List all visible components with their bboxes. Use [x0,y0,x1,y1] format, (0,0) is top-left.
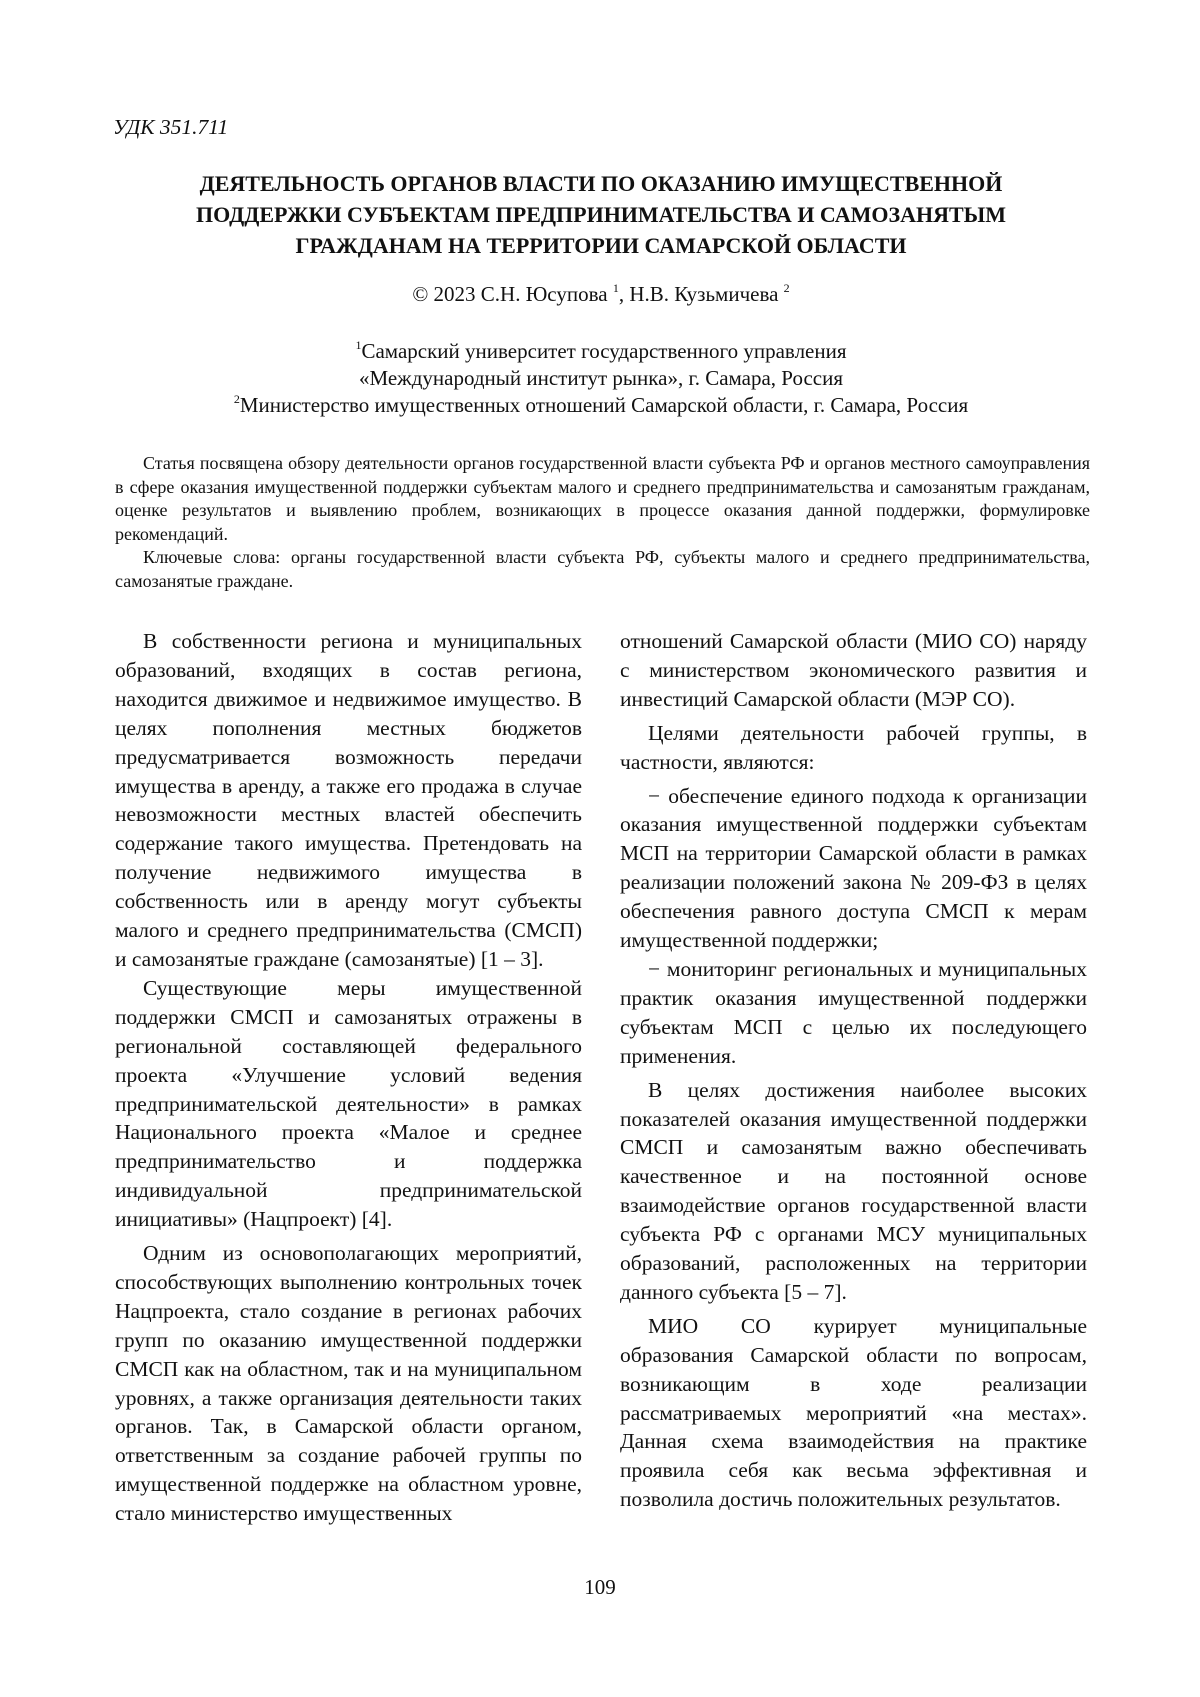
list-item: − обеспечение единого подхода к организации оказания имущественной поддержки субъектам МСП на территории Самарской области в рамках реализации положений закона № 209-ФЗ в целях обеспечения равного доступа СМСП к мерам имущественной поддержки; [620,783,1087,953]
title-line: ДЕЯТЕЛЬНОСТЬ ОРГАНОВ ВЛАСТИ ПО ОКАЗАНИЮ ИМУЩЕСТВЕННОЙ [199,171,1003,196]
body-column-left [115,627,582,1533]
keywords: Ключевые слова: органы государственной власти субъекта РФ, субъекты малого и среднего предпринимательства, самозанятые граждане. [115,547,1090,591]
paragraph: Одним из основополагающих мероприятий, способствующих выполнению контрольных точек Нацпроекта, стало создание в регионах рабочих групп по оказанию имущественной поддержки СМСП как на областном, так и на муниципальном уровнях, а также организация деятельности таких органов. Так, в Самарской области органом, ответственным за создание рабочей группы по имущественной поддержке на областном уровне, стало министерство имущественных [115,1241,582,1526]
page-number: 109 [584,1575,616,1599]
paragraph: отношений Самарской области (МИО СО) наряду с министерством экономического развития и инвестиций Самарской области (МЭР СО). [620,629,1087,711]
authors-line [110,282,1092,307]
affiliations [110,338,1092,419]
paragraph: МИО СО курирует муниципальные образования Самарской области по вопросам, возникающим в ходе реализации рассматриваемых мероприятий «на местах». Данная схема взаимодействия на практике проявила себя как весьма эффективная и позволила достичь положительных результатов. [620,1313,1087,1512]
author-1-affil-mark: 1 [612,281,619,295]
affiliation-1-line-2: «Международный институт рынка», г. Самара, Россия [358,366,844,390]
paragraph: В целях достижения наиболее высоких показателей оказания имущественной поддержки СМСП и самозанятым важно обеспечивать качественное и на постоянной основе взаимодействие органов государственной власти субъекта РФ с органами МСУ муниципальных образований, расположенных на территории данного субъекта [5 – 7]. [620,1077,1087,1304]
paragraph: Существующие меры имущественной поддержки СМСП и самозанятых отражены в региональной составляющей федерального проекта «Улучшение условий ведения предпринимательской деятельности» в рамках Национального проекта «Малое и среднее предпринимательство и поддержка индивидуальной предпринимательской инициативы» (Нацпроект) [4]. [115,975,582,1232]
udk-code: УДК 351.711 [113,115,229,139]
abstract [115,452,1090,593]
paragraph: Целями деятельности рабочей группы, в частности, являются: [620,720,1087,774]
body-column-right [620,627,1087,1519]
abstract-text: Статья посвящена обзору деятельности органов государственной власти субъекта РФ и органов местного самоуправления в сфере оказания имущественной поддержки субъектам малого и среднего предпринимательства и самозанятым гражданам, оценке результатов и выявлению проблем, возникающих в процессе оказания данной поддержки, формулировке рекомендаций. [115,453,1090,544]
title-line: ПОДДЕРЖКИ СУБЪЕКТАМ ПРЕДПРИНИМАТЕЛЬСТВА И САМОЗАНЯТЫМ [195,202,1007,227]
article-title [110,168,1092,261]
list-item: − мониторинг региональных и муниципальных практик оказания имущественной поддержки субъектам МСП с целью их последующего применения. [620,956,1087,1068]
title-line: ГРАЖДАНАМ НА ТЕРРИТОРИИ САМАРСКОЙ ОБЛАСТИ [295,233,907,258]
affiliation-2: $^2$Министерство имущественных отношений Самарской области, г. Самара, Россия [233,392,969,417]
affil-mark: 1 [355,338,362,352]
author-1: © 2023 С.Н. Юсупова [412,282,608,306]
affiliation-1-line-1: $^1$Самарский университет государственного управления [355,338,847,363]
paragraph: В собственности региона и муниципальных образований, входящих в состав региона, находится движимое и недвижимое имущество. В целях пополнения местных бюджетов предусматривается возможность передачи имущества в аренду, а также его продажа в случае невозможности местных властей обеспечить содержание такого имущества. Претендовать на получение недвижимого имущества в собственность или в аренду могут субъекты малого и среднего предпринимательства (СМСП) и самозанятые граждане (самозанятые) [1 – 3]. [115,629,582,971]
author-2-affil-mark: 2 [783,281,790,295]
affil-mark: 2 [233,392,240,406]
author-2: , Н.В. Кузьмичева [618,282,779,306]
